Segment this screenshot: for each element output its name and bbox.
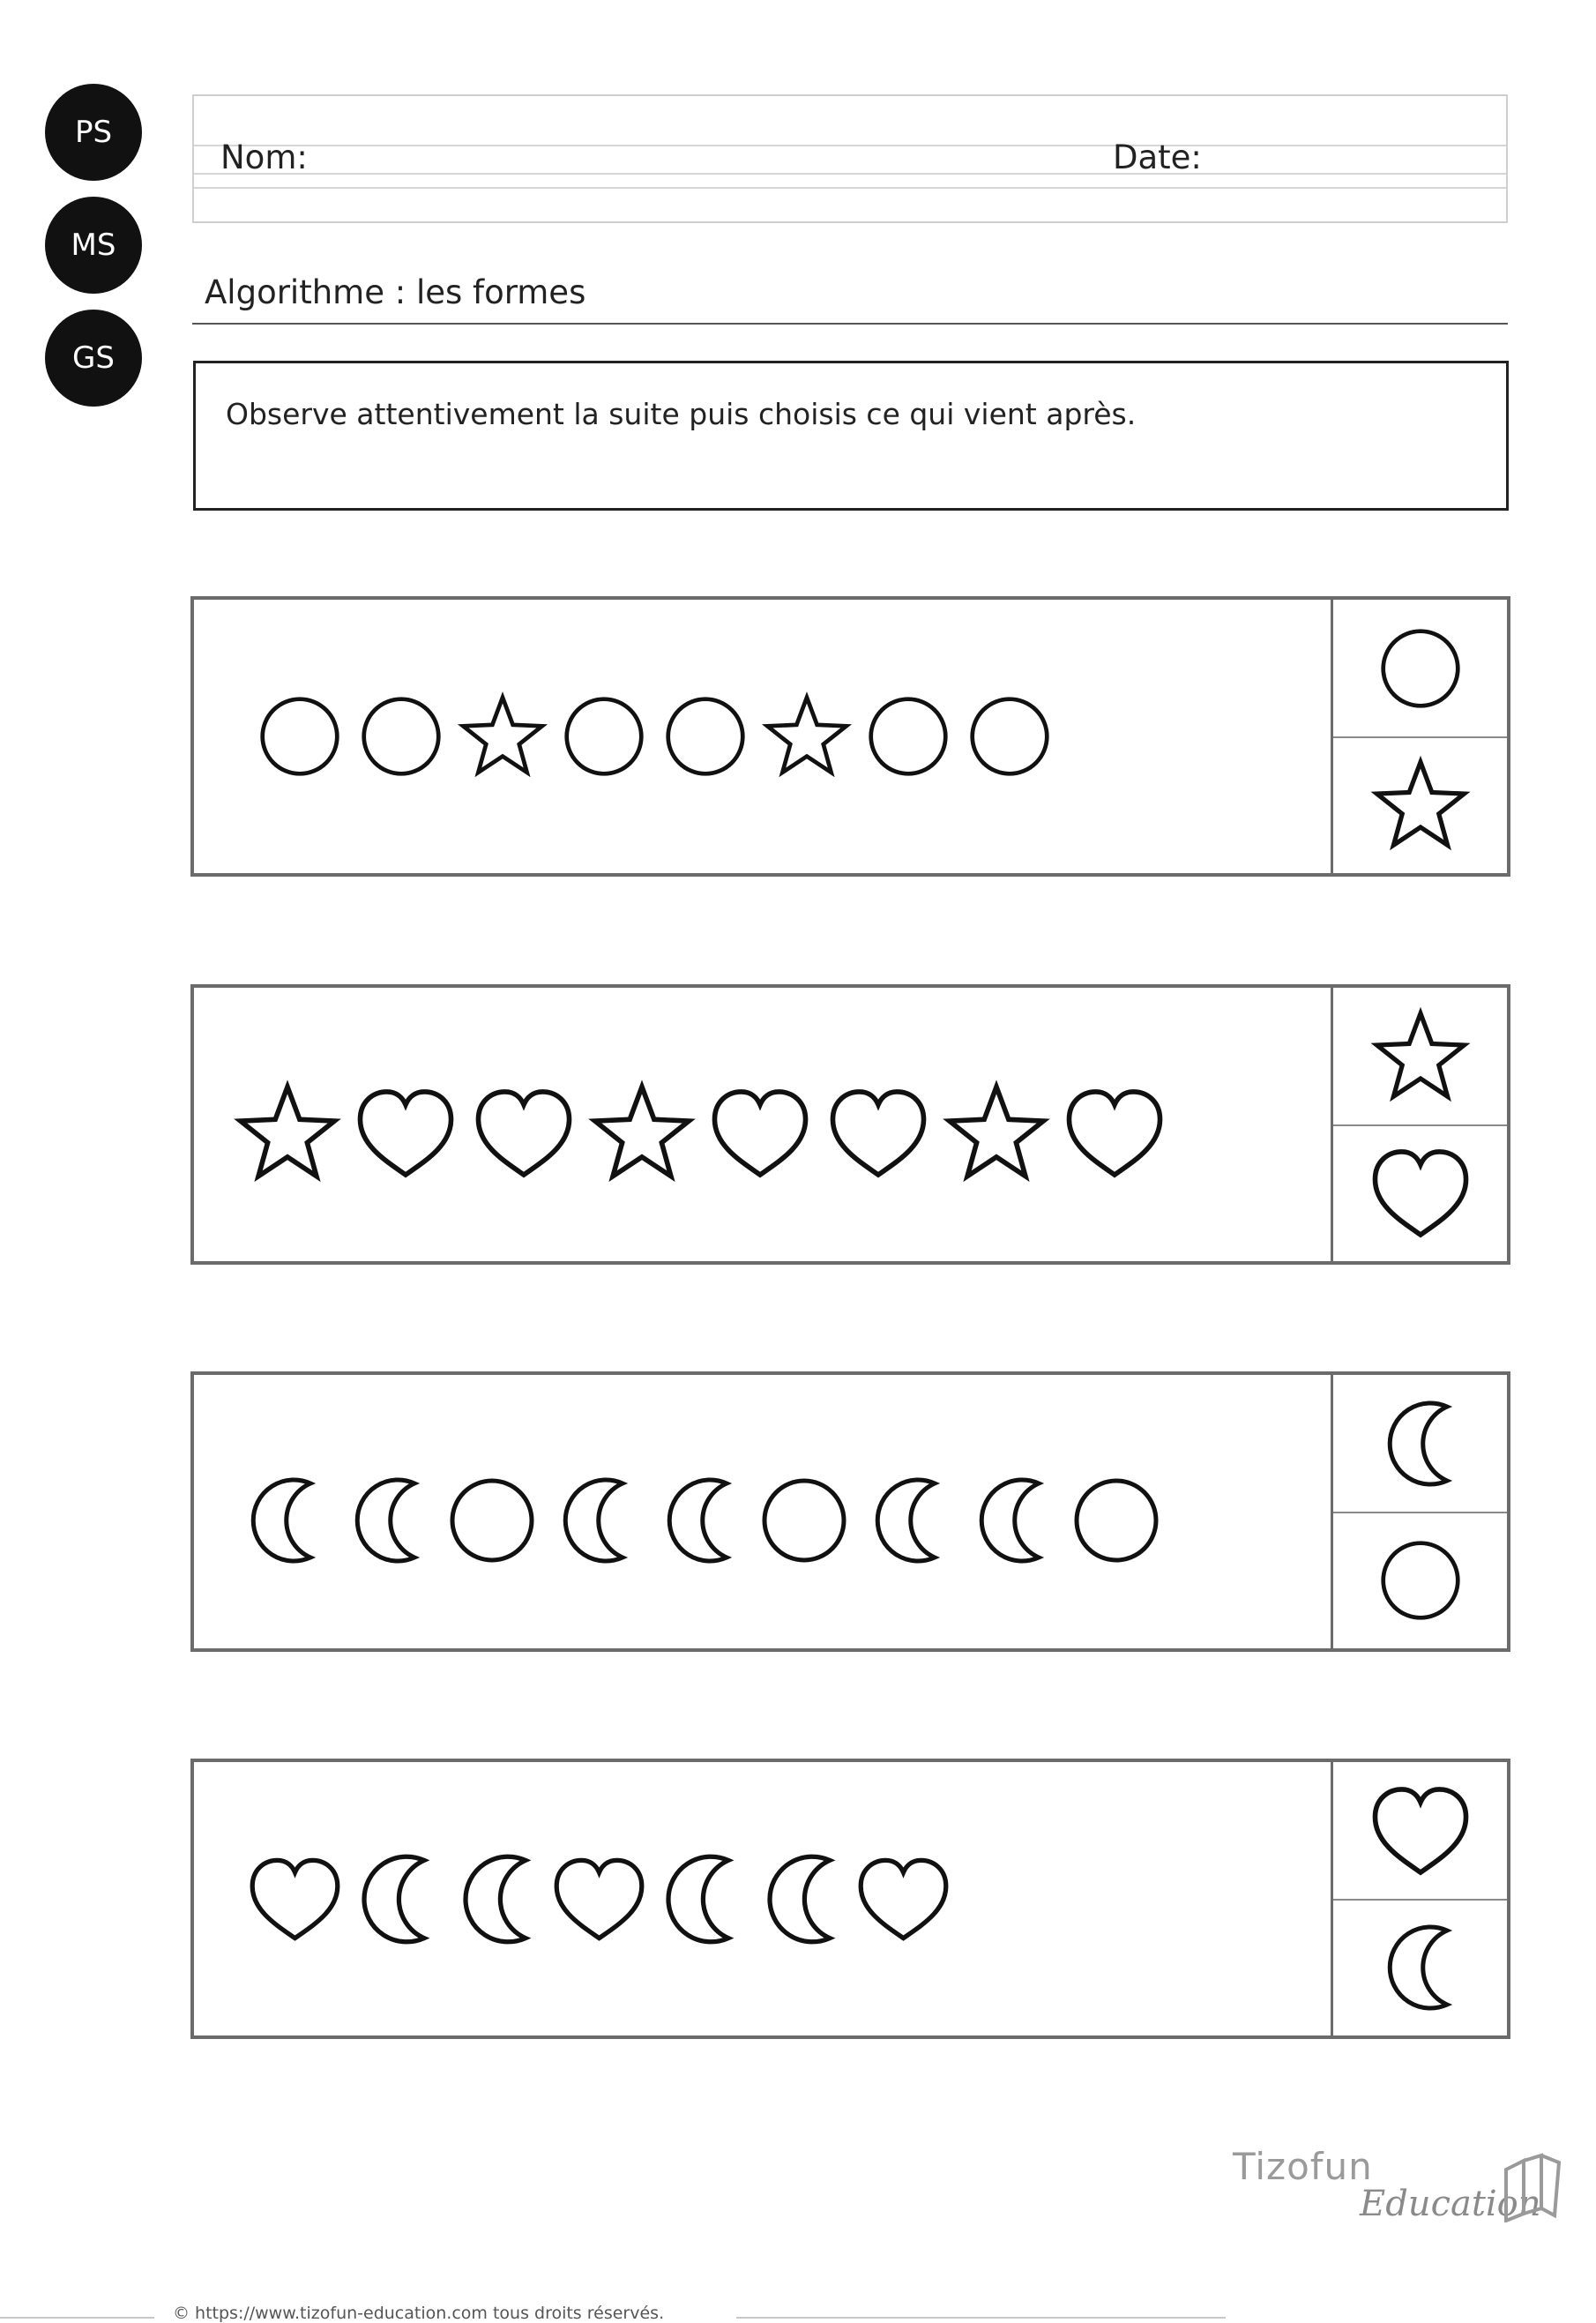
heart-shape-icon (1371, 1144, 1470, 1243)
header-guide-line (194, 173, 1506, 175)
heart-shape-icon (829, 1084, 928, 1183)
circle-shape-icon (563, 695, 645, 778)
star-shape-icon (238, 1084, 337, 1183)
shape-sequence (194, 988, 1331, 1261)
book-icon (1502, 2152, 1563, 2222)
shape-sequence (194, 1762, 1331, 2035)
circle-shape-icon (448, 1476, 536, 1565)
circle-shape-icon (664, 695, 747, 778)
star-shape-icon (947, 1084, 1046, 1183)
answer-choice-1[interactable] (1333, 1762, 1507, 1901)
level-badge-ms: MS (45, 197, 142, 294)
shape-sequence (194, 1375, 1331, 1648)
moon-shape-icon (240, 1476, 328, 1565)
answer-choice-2[interactable] (1333, 1125, 1507, 1261)
moon-shape-icon (968, 1476, 1056, 1565)
heart-shape-icon (711, 1084, 809, 1183)
answer-choice-1[interactable] (1333, 988, 1507, 1126)
heart-shape-icon (1371, 1781, 1470, 1880)
star-shape-icon (765, 695, 848, 778)
answer-choices (1331, 1762, 1507, 2035)
circle-shape-icon (1072, 1476, 1160, 1565)
circle-shape-icon (1379, 1539, 1462, 1622)
level-badge-ps: PS (45, 84, 142, 181)
title-underline (192, 323, 1508, 325)
footer-rule-left (0, 2317, 154, 2319)
moon-shape-icon (656, 1476, 744, 1565)
header-guide-line (194, 145, 1506, 146)
moon-shape-icon (552, 1476, 640, 1565)
copyright-text: © https://www.tizofun-education.com tous droits réservés. (173, 2304, 665, 2323)
heart-shape-icon (356, 1084, 455, 1183)
answer-choices (1331, 988, 1507, 1261)
level-badge-gs: GS (45, 310, 142, 407)
answer-choice-2[interactable] (1333, 737, 1507, 873)
answer-choice-1[interactable] (1333, 1375, 1507, 1513)
moon-shape-icon (864, 1476, 952, 1565)
exercise-row-1 (190, 596, 1510, 877)
heart-shape-icon (1065, 1084, 1164, 1183)
circle-shape-icon (968, 695, 1051, 778)
circle-shape-icon (760, 1476, 848, 1565)
instruction-box (193, 361, 1509, 511)
circle-shape-icon (360, 695, 443, 778)
name-date-box (192, 94, 1508, 223)
answer-choice-2[interactable] (1333, 1513, 1507, 1648)
tizofun-logo (1233, 2145, 1585, 2242)
star-shape-icon (1375, 759, 1466, 851)
heart-shape-icon (474, 1084, 573, 1183)
name-label: Nom: (220, 138, 308, 176)
circle-shape-icon (258, 695, 341, 778)
answer-choice-1[interactable] (1333, 600, 1507, 738)
answer-choices (1331, 1375, 1507, 1648)
header-guide-line (194, 187, 1506, 189)
date-label: Date: (1113, 138, 1202, 176)
worksheet-title: Algorithme : les formes (205, 273, 586, 311)
footer-rule-right (736, 2317, 1226, 2319)
answer-choice-2[interactable] (1333, 1900, 1507, 2035)
moon-shape-icon (654, 1853, 747, 1946)
moon-shape-icon (451, 1853, 544, 1946)
star-shape-icon (1375, 1011, 1466, 1102)
exercise-row-3 (190, 1371, 1510, 1652)
shape-sequence (194, 600, 1331, 873)
moon-shape-icon (1376, 1400, 1465, 1488)
answer-choices (1331, 600, 1507, 873)
instruction-text: Observe attentivement la suite puis choisis ce qui vient après. (226, 397, 1137, 431)
exercise-row-4 (190, 1759, 1510, 2039)
heart-shape-icon (553, 1853, 645, 1946)
heart-shape-icon (249, 1853, 341, 1946)
moon-shape-icon (350, 1853, 443, 1946)
star-shape-icon (593, 1084, 691, 1183)
heart-shape-icon (857, 1853, 950, 1946)
moon-shape-icon (756, 1853, 848, 1946)
logo-main-text: Tizofun (1233, 2145, 1373, 2188)
moon-shape-icon (344, 1476, 432, 1565)
exercise-row-2 (190, 984, 1510, 1265)
logo-sub-text: Education (1360, 2184, 1541, 2224)
moon-shape-icon (1376, 1923, 1465, 2012)
star-shape-icon (461, 695, 544, 778)
circle-shape-icon (1379, 627, 1462, 710)
circle-shape-icon (867, 695, 950, 778)
